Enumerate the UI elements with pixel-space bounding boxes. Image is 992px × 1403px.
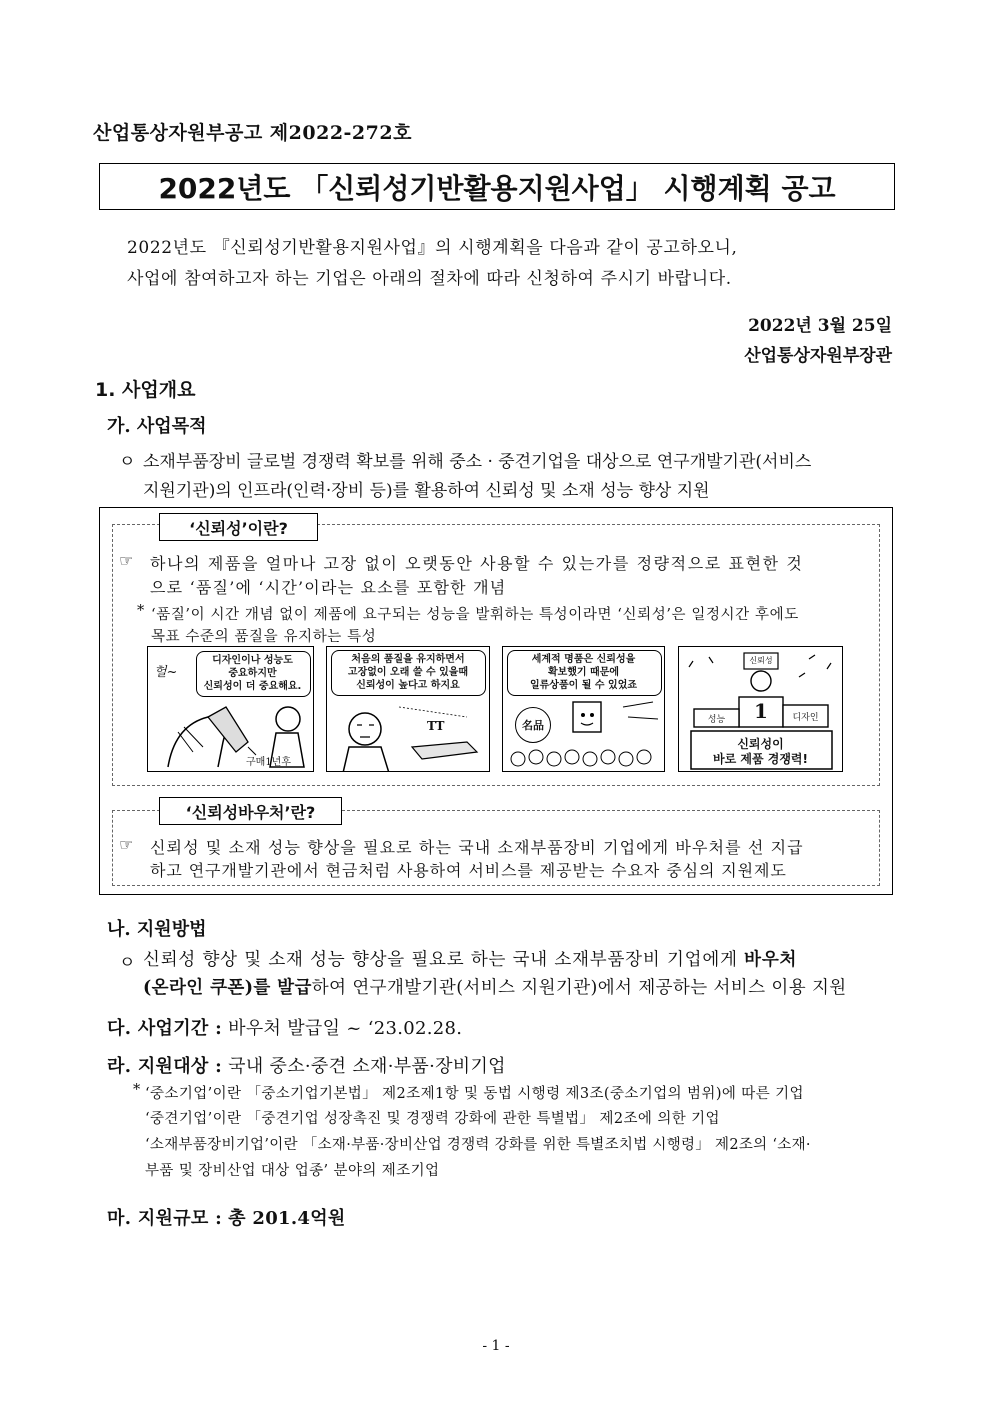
notice-date: 2022년 3월 25일 xyxy=(748,316,892,336)
scale-heading: 마. 지원규모 : xyxy=(107,1208,223,1229)
comic-4-podium: 1 xyxy=(754,699,768,723)
method-line-2-emphasis: (온라인 쿠폰)를 발급 xyxy=(143,978,312,998)
target-value: 국내 중소·중견 소재·부품·장비기업 xyxy=(228,1056,506,1077)
period-heading: 다. 사업기간 : xyxy=(107,1018,223,1039)
comic-1-caption-2: 중요하지만 xyxy=(228,668,277,679)
scale-row xyxy=(107,1204,346,1230)
scale-value: 총 201.4억원 xyxy=(228,1208,346,1229)
comic-3-caption-2: 확보했기 때문에 xyxy=(547,667,620,678)
purpose-heading: 가. 사업목적 xyxy=(107,416,207,437)
method-bullet: ㅇ xyxy=(119,953,136,973)
reliability-note-2: 목표 수준의 품질을 유지하는 특성 xyxy=(151,629,377,645)
comic-3-badge: 名品 xyxy=(515,707,551,743)
comic-2-caption-2: 고장없이 오래 쓸 수 있을때 xyxy=(347,667,469,678)
comic-panel-2 xyxy=(326,646,490,772)
purpose-bullet: ㅇ xyxy=(119,452,136,472)
purpose-line-2: 지원기관)의 인프라(인력·장비 등)를 활용하여 신뢰성 및 소재 성능 향상 지원 xyxy=(143,481,710,501)
comic-panel-4 xyxy=(678,646,843,772)
comic-4-left-sign: 성능 xyxy=(707,715,726,725)
comic-1-note: 구매1년후 xyxy=(246,757,292,768)
voucher-line-2: 하고 연구개발기관에서 현금처럼 사용하여 서비스를 제공받는 수요자 중심의 지원제도 xyxy=(150,861,787,880)
method-line-1-text: 신뢰성 향상 및 소재 성능 향상을 필요로 하는 국내 소재부품장비 기업에게 xyxy=(143,950,745,970)
comic-1-caption-1: 디자인이나 성능도 xyxy=(212,655,293,666)
comic-4-badge: 신뢰성 xyxy=(749,656,773,665)
comic-panel-1 xyxy=(147,646,314,772)
intro-line-2: 사업에 참여하고자 하는 기업은 아래의 절차에 따라 신청하여 주시기 바랍니다. xyxy=(127,269,732,289)
purpose-line-1: 소재부품장비 글로벌 경쟁력 확보를 위해 중소 · 중견기업을 대상으로 연구개발기관(서비스 xyxy=(143,452,812,472)
document-title: 2022년도 「신뢰성기반활용지원사업」 시행계획 공고 xyxy=(99,163,895,210)
target-note-mark: * xyxy=(133,1082,141,1098)
comic-2-tears: TT xyxy=(427,719,445,733)
comic-2-caption-1: 처음의 품질을 유지하면서 xyxy=(351,654,465,665)
comic-3-caption-3: 일류상품이 될 수 있었죠 xyxy=(529,680,638,691)
comic-4-caption-2: 바로 제품 경쟁력! xyxy=(713,752,808,766)
target-note-1: ‘중소기업’이란 「중소기업기본법」 제2조제1항 및 동법 시행령 제3조(중소기업의 범위)에 따른 기업 xyxy=(145,1086,804,1102)
reliability-line-1: 하나의 제품을 얼마나 고장 없이 오랫동안 사용할 수 있는가를 정량적으로 표현한 것 xyxy=(150,554,804,573)
period-value: 바우처 발급일 ~ ‘23.02.28. xyxy=(228,1018,463,1039)
comic-3-caption-1: 세계적 명품은 신뢰성을 xyxy=(531,654,636,665)
comic-1-exclaim: 헐~ xyxy=(154,665,178,680)
pointer-icon: ☞ xyxy=(119,835,134,854)
notice-number: 산업통상자원부공고 제2022-272호 xyxy=(93,122,412,144)
target-note-3: ‘소재부품장비기업’이란 「소재·부품·장비산업 경쟁력 강화를 위한 특별조치법 시행령」 제2조의 ‘소재· xyxy=(145,1137,811,1153)
method-line-1 xyxy=(143,946,797,971)
voucher-label: ‘신뢰성바우처’란? xyxy=(159,797,342,825)
comic-2-caption-3: 신뢰성이 높다고 하지요 xyxy=(356,680,460,691)
reliability-line-2: 으로 ‘품질’에 ‘시간’이라는 요소를 포함한 개념 xyxy=(150,578,507,597)
target-note-2: ‘중견기업’이란 「중견기업 성장촉진 및 경쟁력 강화에 관한 특별법」 제2조에 의한 기업 xyxy=(145,1111,720,1127)
page-number: - 1 - xyxy=(482,1338,510,1354)
period-row xyxy=(107,1014,462,1040)
pointer-icon: ☞ xyxy=(119,551,134,570)
method-line-2-text: 하여 연구개발기관(서비스 지원기관)에서 제공하는 서비스 이용 지원 xyxy=(311,978,847,998)
comic-1-illustration xyxy=(148,647,314,772)
method-heading: 나. 지원방법 xyxy=(107,919,207,940)
section-heading: 1. 사업개요 xyxy=(95,379,196,401)
reliability-note-1: ‘품질’이 시간 개념 없이 제품에 요구되는 성능을 발휘하는 특성이라면 ‘신뢰성’은 일정시간 후에도 xyxy=(151,607,799,623)
comic-4-right-sign: 디자인 xyxy=(792,713,819,723)
comic-2-illustration xyxy=(327,647,490,772)
target-heading: 라. 지원대상 : xyxy=(107,1056,223,1077)
comic-4-caption-1: 신뢰성이 xyxy=(737,737,784,751)
comic-1-caption-3: 신뢰성이 더 중요해요. xyxy=(203,681,302,692)
reliability-label: ‘신뢰성’이란? xyxy=(159,513,318,541)
target-note-4: 부품 및 장비산업 대상 업종’ 분야의 제조기업 xyxy=(145,1163,440,1179)
method-line-2 xyxy=(143,974,847,999)
comic-3-illustration xyxy=(503,647,665,772)
target-row xyxy=(107,1052,506,1078)
note-mark: * xyxy=(137,603,145,619)
method-line-1-emphasis: 바우처 xyxy=(744,950,798,970)
voucher-line-1: 신뢰성 및 소재 성능 향상을 필요로 하는 국내 소재부품장비 기업에게 바우처를 선 지급 xyxy=(150,838,804,857)
comic-panel-3 xyxy=(502,646,665,772)
issuer: 산업통상자원부장관 xyxy=(744,346,892,366)
intro-line-1: 2022년도 『신뢰성기반활용지원사업』의 시행계획을 다음과 같이 공고하오니, xyxy=(127,238,738,258)
